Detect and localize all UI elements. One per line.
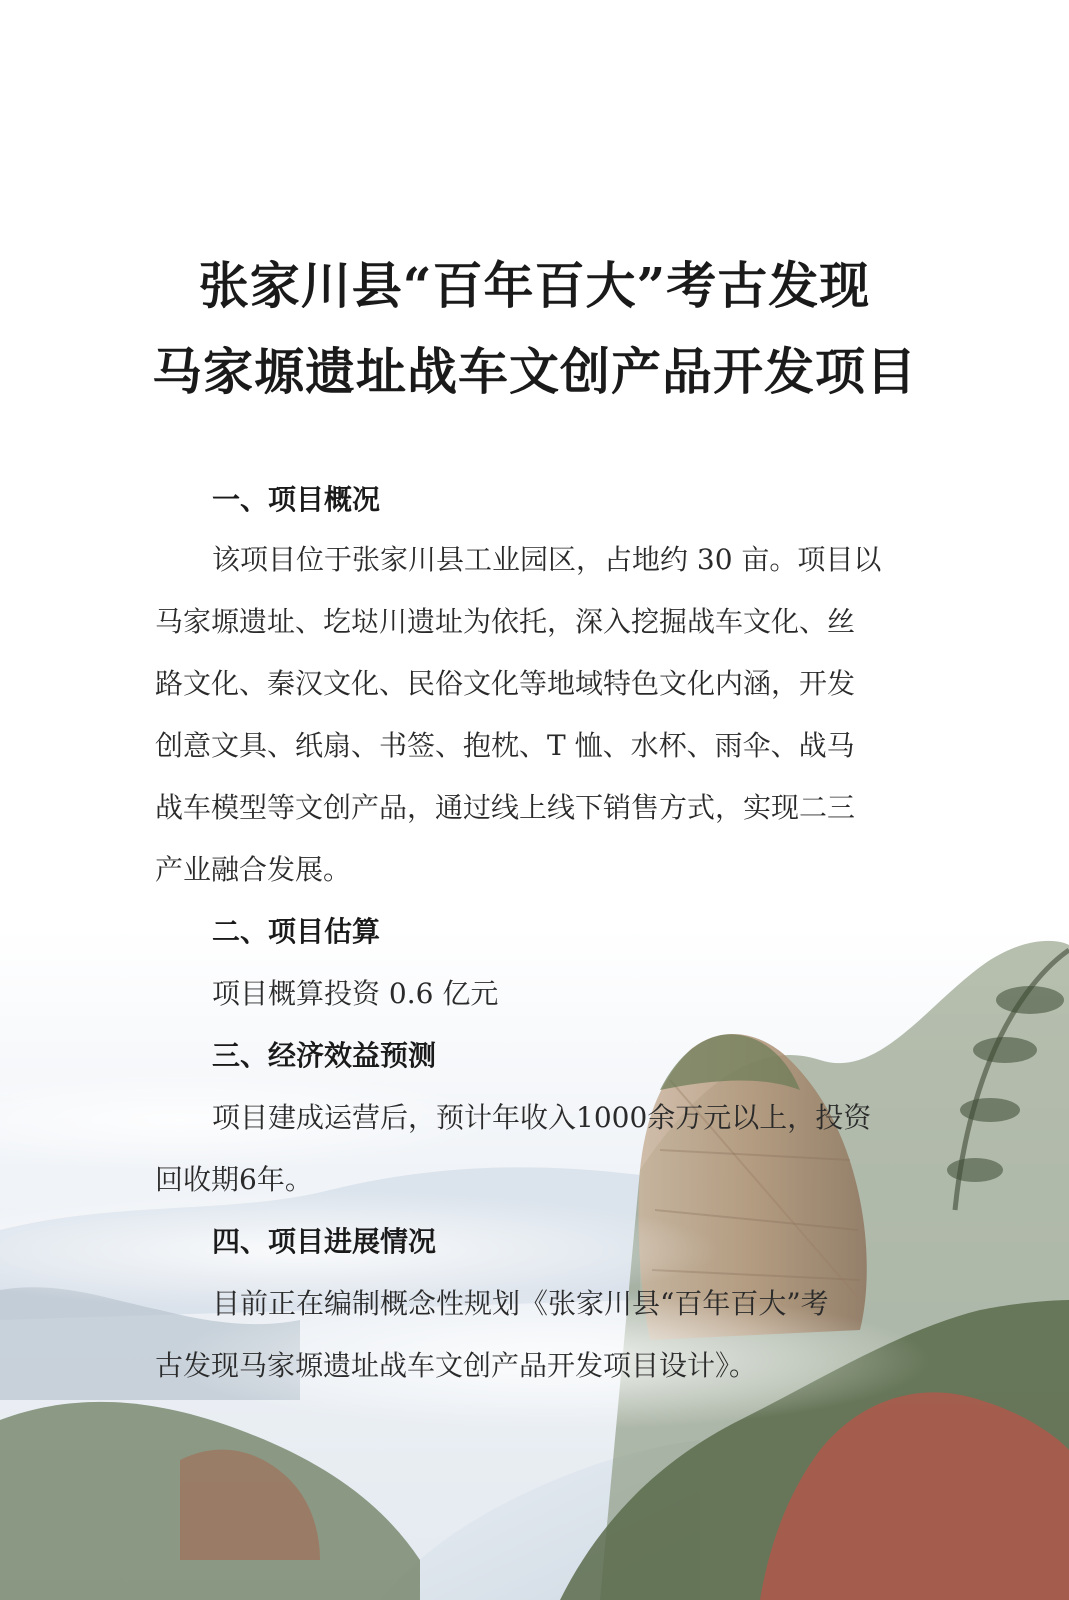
section-heading-economic-benefit: 三、经济效益预测 (212, 1039, 437, 1072)
paragraph-line: 古发现马家塬遗址战车文创产品开发项目设计》。 (155, 1349, 758, 1382)
paragraph-line: 路文化、秦汉文化、民俗文化等地域特色文化内涵，开发 (155, 667, 856, 700)
section-heading-progress: 四、项目进展情况 (212, 1225, 437, 1258)
document-title-line-1: 张家川县“百年百大”考古发现 (198, 256, 871, 315)
paragraph-line: 该项目位于张家川县工业园区，占地约 30 亩。项目以 (212, 543, 882, 576)
paragraph-line: 目前正在编制概念性规划《张家川县“百年百大”考 (212, 1287, 829, 1320)
paragraph-line: 马家塬遗址、圪垯川遗址为依托，深入挖掘战车文化、丝 (155, 605, 856, 638)
paragraph-line: 项目建成运营后，预计年收入1000余万元以上，投资 (212, 1101, 872, 1134)
section-heading-estimate: 二、项目估算 (212, 915, 381, 948)
section-heading-overview: 一、项目概况 (212, 483, 381, 516)
document-title-line-2: 马家塬遗址战车文创产品开发项目 (152, 342, 917, 401)
paragraph-line: 战车模型等文创产品，通过线上线下销售方式，实现二三 (155, 791, 856, 824)
paragraph-line: 回收期6年。 (155, 1163, 313, 1196)
paragraph-line: 产业融合发展。 (155, 853, 352, 886)
paragraph-line: 创意文具、纸扇、书签、抱枕、T 恤、水杯、雨伞、战马 (155, 729, 855, 762)
paragraph-line: 项目概算投资 0.6 亿元 (212, 977, 499, 1010)
